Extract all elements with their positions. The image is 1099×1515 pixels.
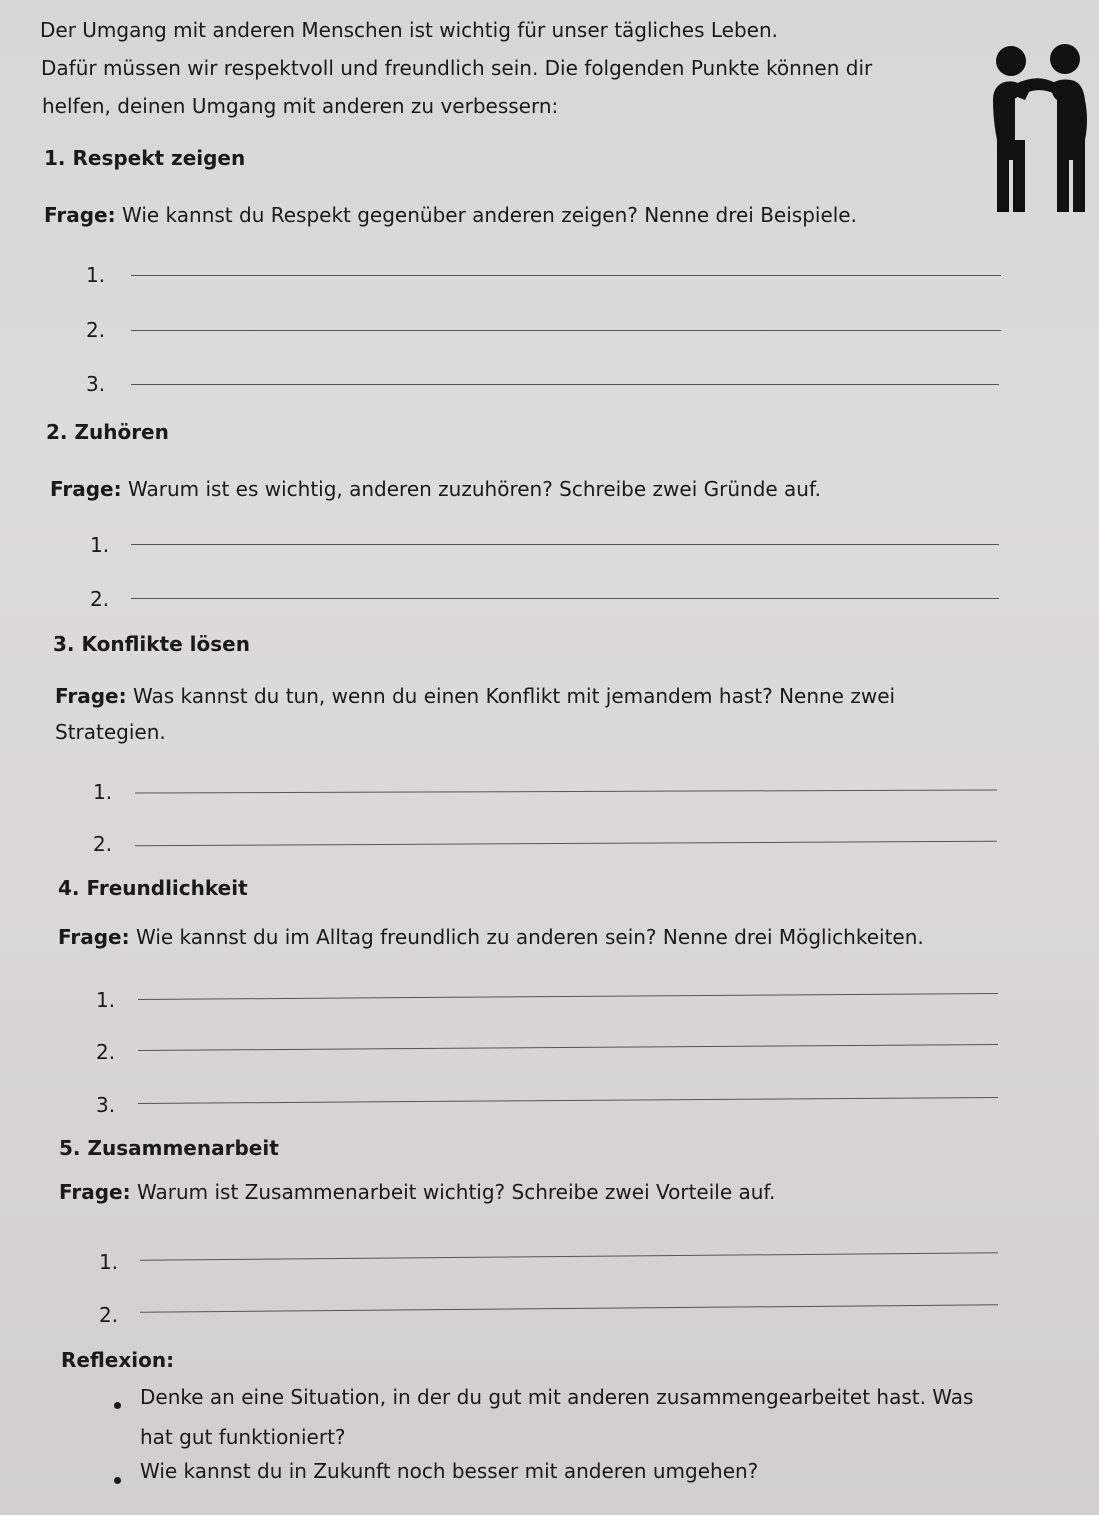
two-people-icon [985, 40, 1089, 216]
frage-label: Frage: [44, 203, 116, 227]
answer-number: 3. [96, 1093, 116, 1117]
frage-label: Frage: [50, 477, 122, 501]
answer-number: 2. [99, 1303, 119, 1327]
frage-label: Frage: [59, 1180, 131, 1204]
frage-label: Frage: [55, 684, 127, 708]
answer-line[interactable] [131, 330, 1001, 331]
answer-line[interactable] [131, 544, 999, 545]
answer-number: 1. [96, 988, 116, 1012]
answer-number: 2. [90, 587, 110, 611]
frage-label: Frage: [58, 925, 130, 949]
reflexion-bullet-1-line-1: Denke an eine Situation, in der du gut mit anderen zusammengearbeitet hast. Was [140, 1385, 974, 1409]
answer-number: 1. [86, 263, 106, 287]
section-4-heading: 4. Freundlichkeit [58, 876, 248, 900]
intro-line-3: helfen, deinen Umgang mit anderen zu verbessern: [42, 94, 559, 118]
answer-number: 1. [93, 780, 113, 804]
bullet-dot [114, 1477, 121, 1484]
answer-line[interactable] [138, 993, 998, 1000]
bullet-dot [114, 1402, 121, 1409]
section-3-question [55, 684, 895, 708]
answer-line[interactable] [131, 598, 999, 599]
section-2-question [50, 477, 821, 501]
intro-line-2: Dafür müssen wir respektvoll und freundlich sein. Die folgenden Punkte können dir [41, 56, 873, 80]
section-4-question [58, 925, 924, 949]
question-text: Wie kannst du Respekt gegenüber anderen zeigen? Nenne drei Beispiele. [115, 203, 857, 227]
answer-number: 3. [86, 372, 106, 396]
answer-line[interactable] [135, 789, 997, 793]
question-text: Wie kannst du im Alltag freundlich zu anderen sein? Nenne drei Möglichkeiten. [129, 925, 924, 949]
intro-line-1: Der Umgang mit anderen Menschen ist wichtig für unser tägliches Leben. [40, 18, 778, 42]
answer-line[interactable] [140, 1252, 998, 1260]
answer-line[interactable] [138, 1097, 998, 1104]
section-1-question [44, 203, 857, 227]
question-text: Was kannst du tun, wenn du einen Konflikt mit jemandem hast? Nenne zwei [126, 684, 896, 708]
answer-number: 2. [86, 318, 106, 342]
section-3-question-cont: Strategien. [55, 720, 166, 744]
section-5-heading: 5. Zusammenarbeit [59, 1136, 279, 1160]
reflexion-bullet-1-line-2: hat gut funktioniert? [140, 1425, 346, 1449]
answer-number: 1. [90, 533, 110, 557]
answer-line[interactable] [131, 275, 1001, 276]
answer-line[interactable] [140, 1304, 998, 1312]
answer-number: 2. [93, 832, 113, 856]
answer-line[interactable] [135, 841, 997, 847]
section-2-heading: 2. Zuhören [46, 420, 169, 444]
answer-line[interactable] [138, 1044, 998, 1051]
section-3-heading: 3. Konflikte lösen [53, 632, 250, 656]
reflexion-bullet-2: Wie kannst du in Zukunft noch besser mit anderen umgehen? [140, 1459, 759, 1483]
reflexion-heading: Reflexion: [61, 1348, 175, 1372]
answer-number: 2. [96, 1040, 116, 1064]
section-5-question [59, 1180, 775, 1204]
question-text: Warum ist es wichtig, anderen zuzuhören? Schreibe zwei Gründe auf. [121, 477, 821, 501]
question-text: Warum ist Zusammenarbeit wichtig? Schreibe zwei Vorteile auf. [130, 1180, 776, 1204]
answer-line[interactable] [131, 384, 999, 385]
section-1-heading: 1. Respekt zeigen [44, 146, 246, 170]
answer-number: 1. [99, 1250, 119, 1274]
